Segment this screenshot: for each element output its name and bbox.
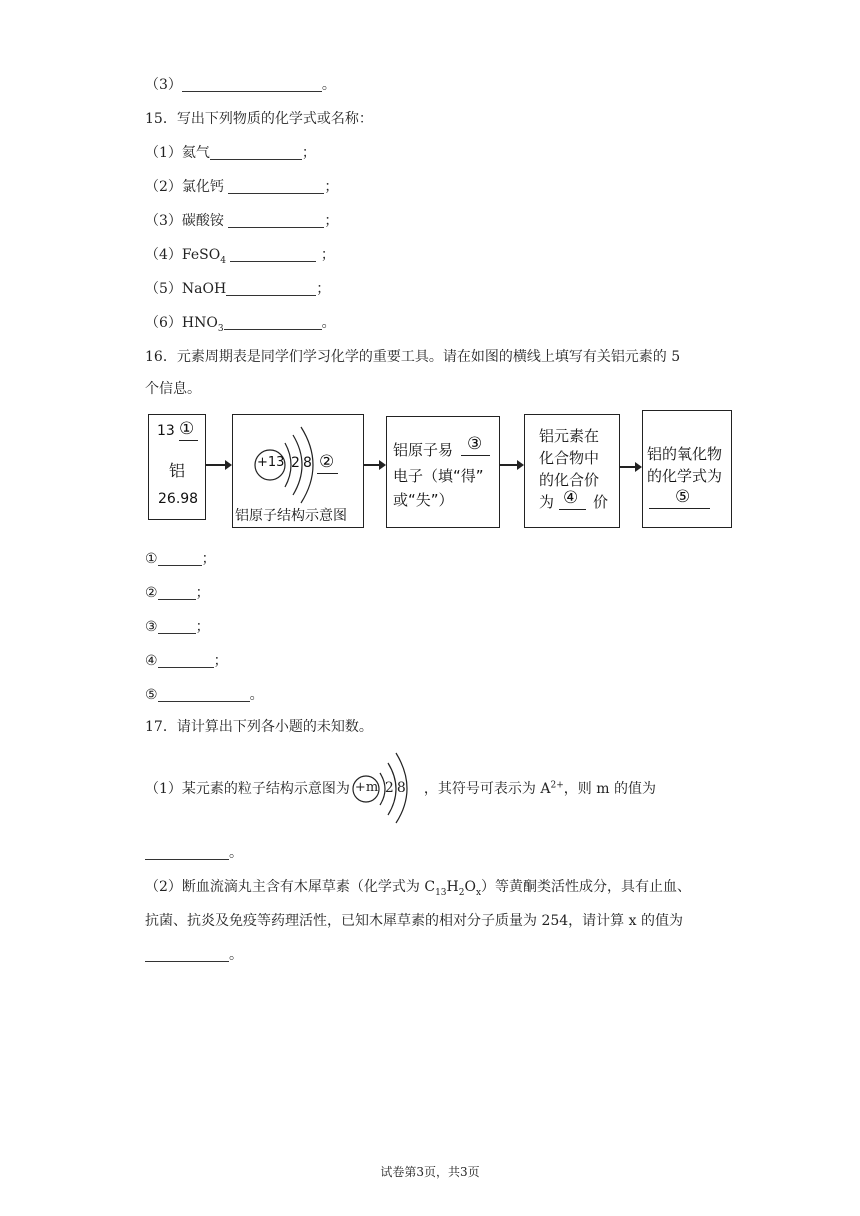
arrow-3	[500, 464, 522, 466]
subscript: 4	[220, 255, 226, 266]
q15-item-5	[145, 278, 330, 298]
item-label: ⑤	[145, 687, 158, 703]
item-label: （4）FeSO	[145, 247, 221, 263]
element-card	[148, 414, 206, 520]
particle-diagram	[350, 781, 424, 795]
box4-line4-a: 为	[539, 493, 555, 511]
box3-line3: 或“失”）	[393, 491, 454, 509]
q16-answer-2	[145, 582, 210, 602]
item-end: ；	[316, 281, 331, 297]
item-label: （1）氦气	[145, 145, 210, 161]
answer-blank[interactable]	[228, 213, 324, 228]
answer-blank[interactable]	[230, 247, 316, 262]
box4-line2: 化合物中	[539, 449, 600, 467]
answer-blank[interactable]	[145, 845, 229, 860]
item-label: （6）HNO	[145, 315, 218, 331]
box5-line1: 铝的氧化物	[647, 445, 723, 463]
atomic-number: 13	[157, 423, 175, 439]
answer-blank[interactable]	[158, 551, 202, 566]
part1-text-c: ，则 m 的值为	[563, 781, 656, 797]
item-end: 。	[249, 687, 264, 703]
q15-item-3	[145, 210, 338, 230]
formula-h: H	[446, 879, 459, 895]
part1-text-a: （1）某元素的粒子结构示意图为	[145, 781, 350, 797]
q16-answer-1	[145, 548, 216, 568]
q15-item-1	[145, 142, 316, 162]
q17-part2-line2: 抗菌、抗炎及免疫等药理活性，已知木犀草素的相对分子质量为 254，请计算 x 的值为	[145, 913, 683, 929]
box3-line1: 铝原子易	[393, 441, 454, 459]
item-label: （5）NaOH	[145, 281, 227, 297]
q17-part2-line1	[145, 876, 691, 898]
box4-line4-b: 价	[593, 493, 609, 511]
arrow-2	[364, 464, 384, 466]
item-end: 。	[321, 77, 336, 93]
item-label: （3）	[145, 77, 182, 93]
shell-2-electrons: 8	[303, 455, 312, 471]
blank-marker-3: ③	[461, 434, 490, 456]
atomic-mass: 26.98	[158, 491, 199, 507]
arrow-1	[206, 464, 230, 466]
particle-nucleus: +m	[354, 780, 379, 795]
answer-blank[interactable]	[158, 585, 196, 600]
subscript: 2	[458, 887, 465, 898]
q15-item-2	[145, 176, 338, 196]
shell-1-electrons: 2	[291, 455, 300, 471]
item-label: ②	[145, 585, 158, 601]
item-end: ；	[195, 619, 210, 635]
q15-item-4	[145, 244, 335, 266]
answer-blank[interactable]	[226, 281, 316, 296]
item-end: ；	[301, 145, 316, 161]
part2-text-a: （2）断血流滴丸主含有木犀草素（化学式为 C	[145, 879, 436, 895]
q17-part1-answer	[145, 842, 243, 862]
formula-o: O	[464, 879, 476, 895]
box3-line2: 电子（填“得”	[393, 467, 484, 485]
answer-blank[interactable]	[228, 179, 324, 194]
structure-label: 铝原子结构示意图	[235, 508, 347, 524]
box4-line1: 铝元素在	[539, 427, 600, 445]
q15-title: 15．写出下列物质的化学式或名称：	[145, 111, 373, 127]
q17-part1-line	[145, 778, 656, 798]
q16-answer-3	[145, 616, 210, 636]
q15-item-6	[145, 312, 336, 334]
item-end: ；	[324, 179, 339, 195]
valence-box	[524, 414, 620, 528]
answer-blank[interactable]	[158, 653, 214, 668]
item-label: ①	[145, 551, 158, 567]
subscript: 3	[217, 323, 224, 334]
blank-marker-5: ⑤	[649, 487, 710, 509]
answer-blank[interactable]	[182, 77, 322, 92]
part1-text-b: ，其符号可表示为 A	[423, 781, 551, 797]
ion-charge: 2+	[550, 780, 564, 791]
item-end: ；	[213, 653, 228, 669]
subscript: x	[475, 887, 482, 898]
page-footer: 试卷第3页，共3页	[380, 1165, 480, 1179]
q16-answer-5	[145, 684, 264, 704]
nucleus-charge: +13	[257, 455, 285, 470]
q14-item-3	[145, 74, 336, 94]
atomic-structure-box	[232, 414, 364, 528]
item-label: （2）氯化钙	[145, 179, 224, 195]
item-end: ；	[201, 551, 216, 567]
q16-text-line2: 个信息。	[145, 381, 201, 397]
item-label: ④	[145, 653, 158, 669]
electron-gain-loss-box	[386, 416, 500, 528]
answer-blank[interactable]	[210, 145, 302, 160]
box5-line2: 的化学式为	[647, 467, 723, 485]
q16-text-line1: 16．元素周期表是同学们学习化学的重要工具。请在如图的横线上填写有关铝元素的 5	[145, 349, 681, 365]
oxide-formula-box	[642, 410, 732, 528]
particle-shell-1: 2	[384, 780, 394, 796]
particle-shell-2: 8	[396, 780, 406, 796]
arrow-4	[620, 466, 640, 468]
element-name: 铝	[169, 461, 186, 480]
item-label: （3）碳酸铵	[145, 213, 224, 229]
item-end: ；	[324, 213, 339, 229]
answer-blank[interactable]	[224, 315, 322, 330]
blank-marker-1: ①	[179, 419, 198, 441]
item-end: ；	[320, 247, 335, 263]
item-end: ；	[195, 585, 210, 601]
subscript: 13	[435, 887, 447, 898]
item-end: 。	[321, 315, 336, 331]
answer-blank[interactable]	[158, 619, 196, 634]
item-label: ③	[145, 619, 158, 635]
box4-line3: 的化合价	[539, 471, 600, 489]
item-end: 。	[229, 845, 243, 861]
answer-blank[interactable]	[145, 947, 229, 962]
answer-blank[interactable]	[158, 687, 250, 702]
item-end: 。	[229, 947, 243, 963]
q17-title: 17．请计算出下列各小题的未知数。	[145, 719, 373, 735]
q17-part2-answer	[145, 944, 243, 964]
blank-marker-4: ④	[559, 488, 586, 510]
part2-text-b: ）等黄酮类活性成分，具有止血、	[481, 879, 692, 895]
blank-marker-2: ②	[317, 452, 338, 474]
q16-answer-4	[145, 650, 228, 670]
